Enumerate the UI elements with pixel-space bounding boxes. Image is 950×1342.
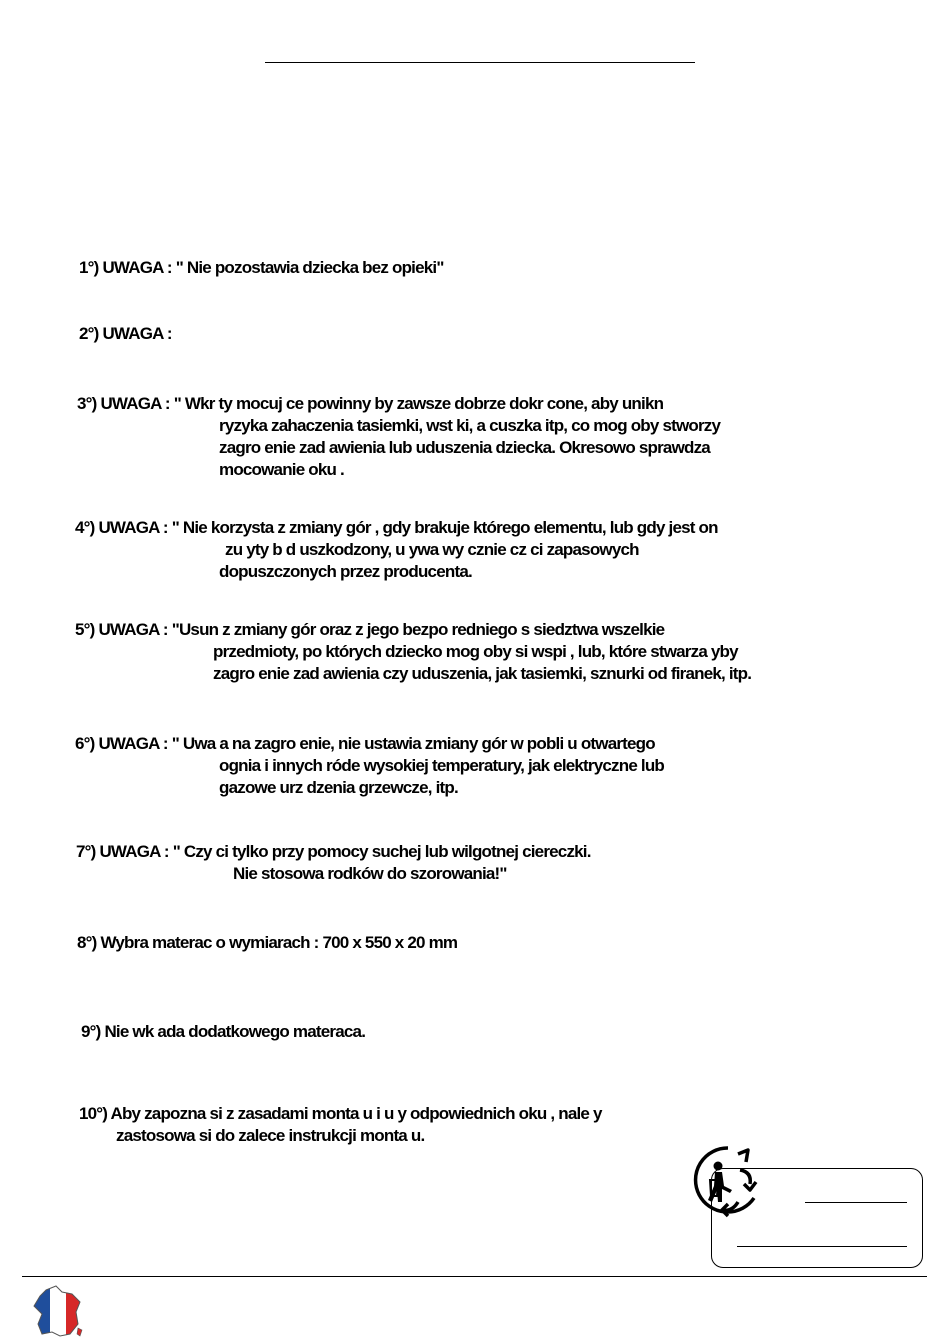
warning-item-7-line-2: Nie stosowa rodków do szorowania!" <box>233 864 507 883</box>
item-text: UWAGA : " Wkr ty mocuj ce powinny by zawsze dobrze dokr cone, aby unikn <box>100 394 664 413</box>
item-text: UWAGA : <box>102 324 172 343</box>
item-number: 1°) <box>79 258 99 277</box>
warning-item-2 <box>79 323 172 346</box>
warning-item-4-line-3: dopuszczonych przez producenta. <box>219 562 472 581</box>
info-box-line-1 <box>805 1202 907 1203</box>
item-text: UWAGA : " Nie pozostawia dziecka bez opieki" <box>102 258 444 277</box>
warning-item-3-line-4: mocowanie oku . <box>219 460 344 479</box>
top-rule <box>265 62 695 63</box>
item-text: UWAGA : "Usun z zmiany gór oraz z jego bezpo redniego s siedztwa wszelkie <box>98 620 665 639</box>
warning-item-6-line-2: ognia i innych róde wysokiej temperatury, jak elektryczne lub <box>219 756 664 775</box>
warning-item-4 <box>75 517 718 540</box>
warning-item-5 <box>75 619 664 642</box>
item-text: UWAGA : " Uwa a na zagro enie, nie ustawia zmiany gór w pobli u otwartego <box>98 734 655 753</box>
warning-item-7 <box>76 841 591 864</box>
warning-item-1 <box>79 257 444 280</box>
warning-item-3 <box>77 393 663 416</box>
item-text: Aby zapozna si z zasadami monta u i u y odpowiednich oku , nale y <box>110 1104 602 1123</box>
warning-item-6 <box>75 733 655 756</box>
warning-item-6-line-3: gazowe urz dzenia grzewcze, itp. <box>219 778 458 797</box>
bottom-rule <box>22 1276 927 1277</box>
item-number: 2°) <box>79 324 99 343</box>
item-number: 4°) <box>75 518 95 537</box>
warning-item-8 <box>77 932 457 955</box>
item-number: 10°) <box>79 1104 108 1123</box>
item-number: 6°) <box>75 734 95 753</box>
info-box <box>711 1168 923 1268</box>
item-number: 3°) <box>77 394 97 413</box>
item-number: 5°) <box>75 620 95 639</box>
warning-item-10 <box>79 1103 602 1126</box>
warning-item-9 <box>81 1021 365 1044</box>
warning-item-4-line-2: zu yty b d uszkodzony, u ywa wy cznie cz ci zapasowych <box>225 540 639 559</box>
item-text: UWAGA : " Czy ci tylko przy pomocy suchej lub wilgotnej ciereczki. <box>99 842 591 861</box>
france-map-flag-icon <box>32 1284 84 1338</box>
item-text: Wybra materac o wymiarach : 700 x 550 x 20 mm <box>100 933 458 952</box>
item-text: Nie wk ada dodatkowego materaca. <box>104 1022 366 1041</box>
warning-item-5-line-2: przedmioty, po których dziecko mog oby si wspi , lub, które stwarza yby <box>213 642 738 661</box>
item-number: 8°) <box>77 933 97 952</box>
warning-item-5-line-3: zagro enie zad awienia czy uduszenia, jak tasiemki, sznurki od firanek, itp. <box>213 664 752 683</box>
warning-item-3-line-3: zagro enie zad awienia lub uduszenia dziecka. Okresowo sprawdza <box>219 438 710 457</box>
item-number: 9°) <box>81 1022 101 1041</box>
item-number: 7°) <box>76 842 96 861</box>
warning-item-10-line-2: zastosowa si do zalece instrukcji monta u. <box>116 1126 425 1145</box>
warning-item-3-line-2: ryzyka zahaczenia tasiemki, wst ki, a cuszka itp, co mog oby stworzy <box>219 416 721 435</box>
item-text: UWAGA : " Nie korzysta z zmiany gór , gdy brakuje którego elementu, lub gdy jest on <box>98 518 718 537</box>
info-box-line-2 <box>737 1246 907 1247</box>
